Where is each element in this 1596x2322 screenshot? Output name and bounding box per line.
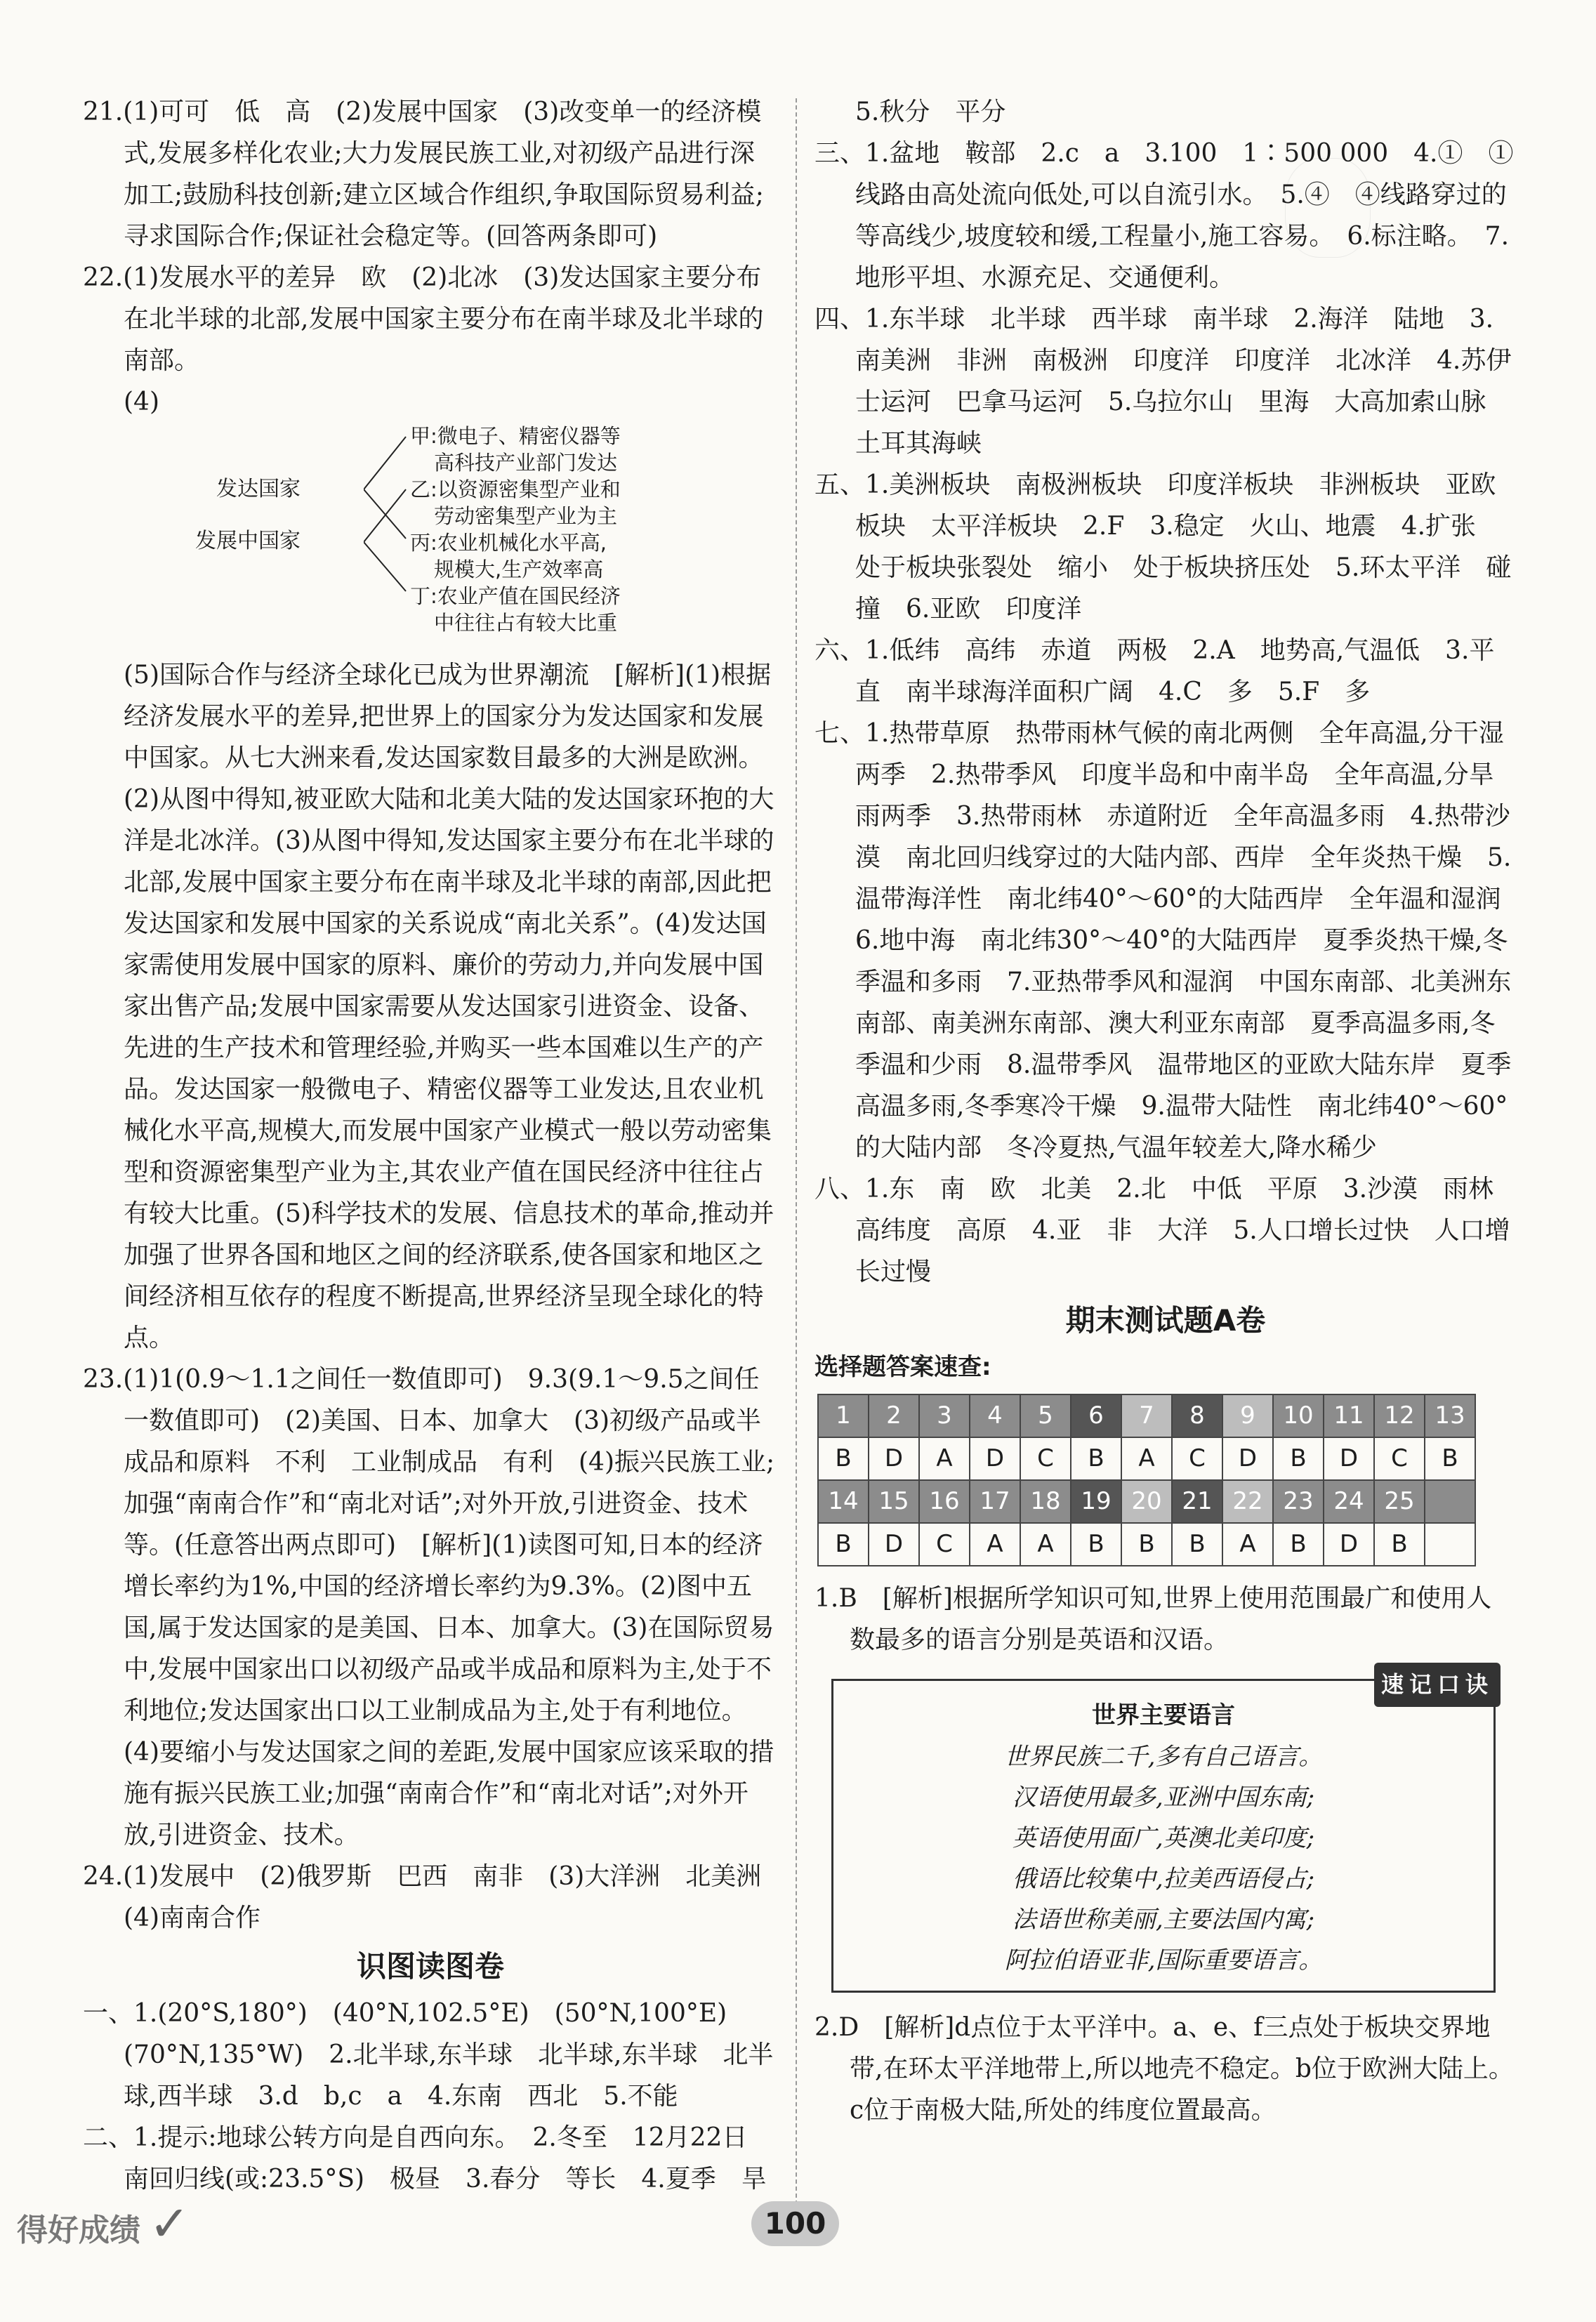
table-cell: 11: [1324, 1394, 1374, 1437]
diagram-ding-cont: 中往往占有较大比重: [434, 611, 618, 635]
table-cell: 5: [1020, 1394, 1071, 1437]
table-cell: 6: [1071, 1394, 1121, 1437]
map-section-4: 四、1.东半球 北半球 西半球 南半球 2.海洋 陆地 3.南美洲 非洲 南极洲 印度洋 印度洋 北冰洋 4.苏伊士运河 巴拿马运河 5.乌拉尔山 里海 大高加索山脉 土耳其海峡: [815, 305, 1512, 458]
table-cell: 10: [1273, 1394, 1324, 1437]
table-cell: A: [1222, 1523, 1273, 1566]
table-cell: C: [1172, 1437, 1222, 1480]
table-cell: 4: [970, 1394, 1020, 1437]
mnemonic-line: 汉语使用最多,亚洲中国东南;: [1012, 1783, 1315, 1812]
table-cell: D: [970, 1437, 1020, 1480]
table-row: [818, 1523, 1475, 1566]
table-cell: 18: [1020, 1480, 1071, 1523]
table-cell: D: [1222, 1437, 1273, 1480]
exam-answer-2: 2.D [解析]d点位于太平洋中。a、e、f三点处于板块交界地带,在环太平洋地带上,所以地壳不稳定。b位于欧洲大陆上。c位于南极大陆,所处的纬度位置最高。: [815, 2013, 1514, 2125]
map-section-2-cont: 5.秋分 平分: [855, 98, 1006, 126]
page-number: 100: [751, 2201, 839, 2246]
mnemonic-tag: 速记口诀: [1374, 1663, 1501, 1707]
table-cell: C: [1374, 1437, 1425, 1480]
exam-answer-1: 1.B [解析]根据所学知识可知,世界上使用范围最广和使用人数最多的语言分别是英语和汉语。: [815, 1584, 1492, 1654]
diagram-bing-cont: 规模大,生产效率高: [434, 558, 604, 581]
map-section-5: 五、1.美洲板块 南极洲板块 印度洋板块 非洲板块 亚欧板块 太平洋板块 2.F 3.稳定 火山、地震 4.扩张 处于板块张裂处 缩小 处于板块挤压处 5.环太平洋 碰撞 6.亚欧 印度洋: [815, 470, 1512, 624]
table-cell: D: [869, 1523, 919, 1566]
section-title-final-exam-a: 期末测试题A卷: [1065, 1303, 1266, 1338]
left-column: [83, 91, 787, 2200]
table-cell: B: [818, 1523, 869, 1566]
quick-answer-label: 选择题答案速查:: [815, 1353, 991, 1381]
diagram-bing: 丙:农业机械化水平高,: [410, 531, 607, 555]
map-section-2: 二、1.提示:地球公转方向是自西向东。 2.冬至 12月22日 南回归线(或:23.5°S) 极昼 3.春分 等长 4.夏季 旱: [83, 2123, 773, 2194]
answer-24: 24.(1)发展中 (2)俄罗斯 巴西 南非 (3)大洋洲 北美洲 (4)南南合作: [83, 1862, 787, 1932]
column-divider: [796, 98, 797, 2205]
answer-21: 21.(1)可可 低 高 (2)发展中国家 (3)改变单一的经济模式,发展多样化农业;大力发展民族工业,对初级产品进行深加工;鼓励科技创新;建立区域合作组织,争取国际贸易利益;寻求国际合作;保证社会稳定等。(回答两条即可): [83, 98, 764, 251]
brand-logo: 得好成绩: [17, 2212, 140, 2248]
table-cell: 23: [1273, 1480, 1324, 1523]
diagram-ding: 丁:农业产值在国民经济: [410, 584, 621, 608]
mnemonic-line: 阿拉伯语亚非,国际重要语言。: [1004, 1946, 1323, 1974]
table-cell: C: [919, 1523, 970, 1566]
section-title-map-reading: 识图读图卷: [356, 1949, 504, 1984]
mnemonic-line: 法语世称美丽,主要法国内寓;: [1012, 1906, 1315, 1934]
table-cell: A: [919, 1437, 970, 1480]
table-cell: 12: [1374, 1394, 1425, 1437]
map-section-7: 七、1.热带草原 热带雨林气候的南北两侧 全年高温,分干湿两季 2.热带季风 印度半岛和中南半岛 全年高温,分旱雨两季 3.热带雨林 赤道附近 全年高温多雨 4.热带沙漠 南北回归线穿过的大陆内部、西岸 全年炎热干燥 5.温带海洋性 南北纬40°～60°的大陆西岸 全年温和湿润 6.地中海 南北纬30°～40°的大陆西岸 夏季炎热干燥,冬季温和多雨 7.亚热带季风和湿润 中国东南部、北美洲东南部、南美洲东南部、澳大利亚东南部 夏季高温多雨,冬季温和少雨 8.温带季风 温带地区的亚欧大陆东岸 夏季高温多雨,冬季寒冷干燥 9.温带大陆性 南北纬40°～60°的大陆内部 冬冷夏热,气温年较差大,降水稀少: [815, 719, 1526, 1162]
table-cell: B: [1071, 1523, 1121, 1566]
diagram-yi-cont: 劳动密集型产业为主: [434, 504, 618, 528]
checkmark-icon: ✓: [149, 2195, 190, 2252]
map-section-6: 六、1.低纬 高纬 赤道 两极 2.A 地势高,气温低 3.平直 南半球海洋面积广阔 4.C 多 5.F 多: [815, 636, 1495, 706]
table-cell: 13: [1425, 1394, 1475, 1437]
table-cell: D: [1324, 1523, 1374, 1566]
table-cell: 20: [1121, 1480, 1172, 1523]
mnemonic-line: 俄语比较集中,拉美西语侵占;: [1012, 1865, 1315, 1893]
table-row: [818, 1480, 1475, 1523]
table-cell: 21: [1172, 1480, 1222, 1523]
table-cell: A: [1020, 1523, 1071, 1566]
answer-22-part1: 22.(1)发展水平的差异 欧 (2)北冰 (3)发达国家主要分布在北半球的北部,发展中国家主要分布在南半球及北半球的南部。: [83, 263, 764, 375]
mnemonic-box: [831, 1671, 1496, 1993]
table-cell: 15: [869, 1480, 919, 1523]
table-cell: 14: [818, 1480, 869, 1523]
table-cell: 1: [818, 1394, 869, 1437]
map-section-3: 三、1.盆地 鞍部 2.c a 3.100 1∶500 000 4.① ①线路由高处流向低处,可以自流引水。 5.④ ④线路穿过的等高线少,坡度较和缓,工程量小,施工容易。 6.标注略。 7.地形平坦、水源充足、交通便利。: [815, 139, 1514, 292]
table-cell: [1425, 1480, 1475, 1523]
table-cell: B: [1172, 1523, 1222, 1566]
table-cell: C: [1020, 1437, 1071, 1480]
table-cell: 16: [919, 1480, 970, 1523]
table-cell: 2: [869, 1394, 919, 1437]
diagram-jia: 甲:微电子、精密仪器等: [410, 424, 621, 448]
answer-table: [817, 1394, 1476, 1566]
table-cell: 22: [1222, 1480, 1273, 1523]
table-row: [818, 1394, 1475, 1437]
answer-22-part4-label: (4): [124, 388, 159, 416]
table-cell: B: [1374, 1523, 1425, 1566]
answer-22-part5-analysis: (5)国际合作与经济全球化已成为世界潮流 [解析](1)根据经济发展水平的差异,把世界上的国家分为发达国家和发展中国家。从七大洲来看,发达国家数目最多的大洲是欧洲。(2)从图中得知,被亚欧大陆和北美大陆的发达国家环抱的大洋是北冰洋。(3)从图中得知,发达国家主要分布在北半球的北部,发展中国家主要分布在南半球及北半球的南部,因此把发达国家和发展中国家的关系说成“南北关系”。(4)发达国家需使用发展中国家的原料、廉价的劳动力,并向发展中国家出售产品;发展中国家需要从发达国家引进资金、设备、先进的生产技术和管理经验,并购买一些本国难以生产的产品。发达国家一般微电子、精密仪器等工业发达,且农业机械化水平高,规模大,而发展中国家产业模式一般以劳动密集型和资源密集型产业为主,其农业产值在国民经济中往往占有较大比重。(5)科学技术的发展、信息技术的革命,推动并加强了世界各国和地区之间的经济联系,使各国家和地区之间经济相互依存的程度不断提高,世界经济呈现全球化的特点。: [124, 661, 774, 1352]
table-cell: B: [818, 1437, 869, 1480]
developing-country-label: 发展中国家: [195, 529, 301, 553]
table-row: [818, 1437, 1475, 1480]
table-cell: 7: [1121, 1394, 1172, 1437]
table-cell: B: [1273, 1437, 1324, 1480]
developed-country-label: 发达国家: [216, 477, 301, 501]
table-cell: D: [1324, 1437, 1374, 1480]
map-section-1: 一、1.(20°S,180°) (40°N,102.5°E) (50°N,100°E) (70°N,135°W) 2.北半球,东半球 北半球,东半球 北半球,西半球 3.d b,c a 4.东南 西北 5.不能: [83, 1999, 774, 2111]
table-cell: A: [970, 1523, 1020, 1566]
table-cell: 8: [1172, 1394, 1222, 1437]
right-column: [815, 91, 1526, 2131]
table-cell: B: [1121, 1523, 1172, 1566]
table-cell: 9: [1222, 1394, 1273, 1437]
table-cell: B: [1071, 1437, 1121, 1480]
mnemonic-line: 世界民族二千,多有自己语言。: [1004, 1743, 1323, 1771]
map-section-8: 八、1.东 南 欧 北美 2.北 中低 平原 3.沙漠 雨林 高纬度 高原 4.亚 非 大洋 5.人口增长过快 人口增长过慢: [815, 1175, 1519, 1286]
table-cell: 3: [919, 1394, 970, 1437]
table-cell: D: [869, 1437, 919, 1480]
table-cell: 17: [970, 1480, 1020, 1523]
table-cell: A: [1121, 1437, 1172, 1480]
table-cell: 19: [1071, 1480, 1121, 1523]
diagram-yi: 乙:以资源密集型产业和: [410, 477, 621, 501]
table-cell: 24: [1324, 1480, 1374, 1523]
mnemonic-line: 英语使用面广,英澳北美印度;: [1012, 1824, 1315, 1852]
table-cell: [1425, 1523, 1475, 1566]
diagram-jia-cont: 高科技产业部门发达: [434, 451, 618, 475]
table-cell: B: [1425, 1437, 1475, 1480]
mnemonic-title: 世界主要语言: [1092, 1701, 1235, 1729]
country-classification-diagram: [125, 423, 778, 654]
table-cell: 25: [1374, 1480, 1425, 1523]
table-cell: B: [1273, 1523, 1324, 1566]
answer-23: 23.(1)1(0.9～1.1之间任一数值即可) 9.3(9.1～9.5之间任一数值即可) (2)美国、日本、加拿大 (3)初级产品或半成品和原料 不利 工业制成品 有利 (4)振兴民族工业;加强“南南合作”和“南北对话”;对外开放,引进资金、技术等。(任意答出两点即可) [解析](1)读图可知,日本的经济增长率约为1%,中国的经济增长率约为9.3%。(2)图中五国,属于发达国家的是美国、日本、加拿大。(3)在国际贸易中,发展中国家出口以初级产品或半成品和原料为主,处于不利地位;发达国家出口以工业制成品为主,处于有利地位。(4)要缩小与发达国家之间的差距,发展中国家应该采取的措施有振兴民族工业;加强“南南合作”和“南北对话”;对外开放,引进资金、技术。: [83, 1365, 775, 1849]
